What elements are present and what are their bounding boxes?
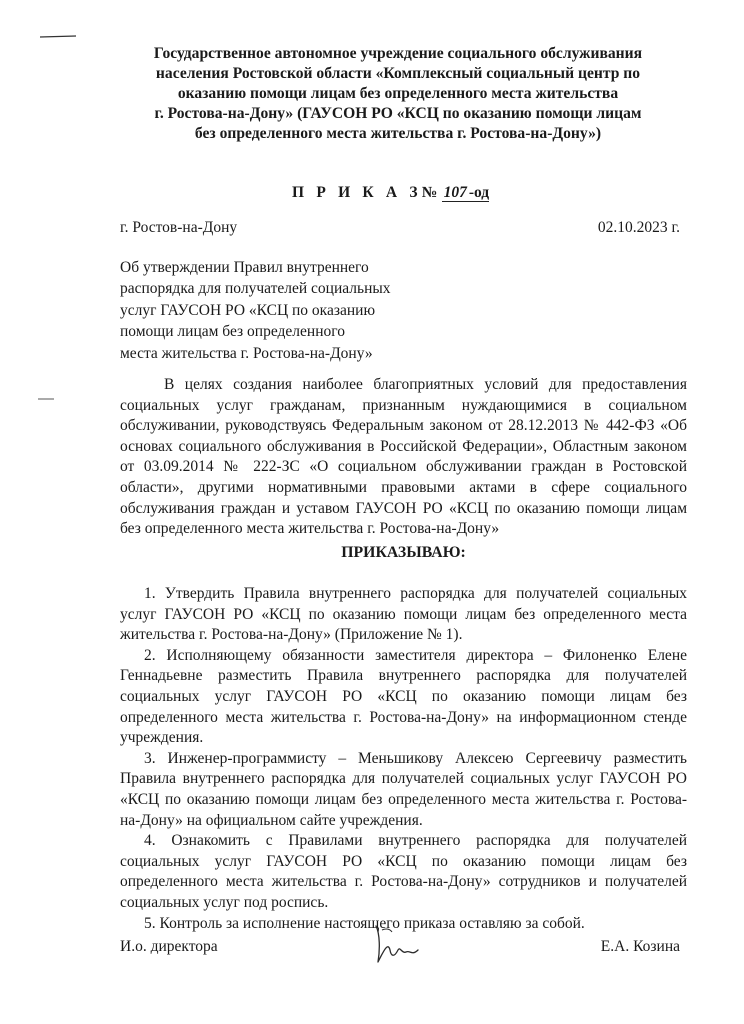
scan-mark [38,34,78,40]
scan-mark [36,396,56,402]
header-line: г. Ростова-на-Дону» (ГАУСОН РО «КСЦ по оказанию помощи лицам [154,105,642,122]
order-item: 1. Утвердить Правила внутреннего распорядка для получателей социальных услуг ГАУСОН РО «КСЦ по оказанию помощи лицам без определенного места жительства г. Ростова-на-Дону» (Приложение № 1). [120,585,687,644]
header-line: населения Ростовской области «Комплексный социальный центр по [155,65,641,82]
order-title [292,184,489,202]
order-item: 3. Инженер-программисту – Меньшикову Алексею Сергеевичу разместить Правила внутреннего распорядка для получателей социальных услуг ГАУСОН РО «КСЦ по оказанию помощи лицам без определенного места жительства г. Ростова-на-Дону» на официальном сайте учреждения. [120,749,687,829]
handwritten-signature [368,920,428,968]
header-line: без определенного места жительства г. Ростова-на-Дону») [194,125,602,142]
header-line: оказанию помощи лицам без определенного места жительства [177,85,619,102]
signatory-role: И.о. директора [120,938,218,955]
order-item: 2. Исполняющему обязанности заместителя директора – Филоненко Елене Геннадьевне разместить Правила внутреннего распорядка для получателей социальных услуг ГАУСОН РО «КСЦ по оказанию помощи лицам без определенного места жительства г. Ростова-на-Дону» на информационном стенде учреждения. [120,646,687,747]
order-number-suffix: -од [468,184,490,201]
subject-line: Об утверждении Правил внутреннего [120,259,369,276]
signatory-name: Е.А. Козина [600,938,680,955]
document-date: 02.10.2023 г. [597,219,680,236]
decree-heading: ПРИКАЗЫВАЮ: [341,544,466,561]
subject-line: места жительства г. Ростова-на-Дону» [120,344,373,362]
subject-line: распорядка для получателей социальных [120,280,391,298]
order-number: 107 [443,184,467,201]
order-subject [120,257,440,364]
subject-line: услуг ГАУСОН РО «КСЦ по оказанию [120,301,376,319]
subject-line: помощи лицам без определенного [120,323,345,341]
order-title-word: П Р И К А З [292,184,422,201]
order-items [120,584,687,934]
order-number-sign: № [421,184,442,201]
organization-header [112,44,684,144]
preamble-paragraph: В целях создания наиболее благоприятных условий для предоставления социальных услуг гражданам, признанным нуждающимися в социальном обслуживании, руководствуясь Федеральным законом от 28.12.2013 № 442-ФЗ «Об основах социального обслуживания в Российской Федерации», Областным законом от 03.09.2014 № 222-ЗС «О социальном обслуживании граждан в Ростовской области», другими нормативными правовыми актами в сфере социального обслуживания граждан и уставом ГАУСОН РО «КСЦ по оказанию помощи лицам без определенного места жительства г. Ростова-на-Дону» [120,376,687,538]
header-line: Государственное автономное учреждение социального обслуживания [153,45,643,62]
document-place: г. Ростов-на-Дону [120,219,238,236]
order-item: 4. Ознакомить с Правилами внутреннего распорядка для получателей социальных услуг ГАУСОН РО «КСЦ по оказанию помощи лицам без определенного места жительства г. Ростова-на-Дону» сотрудников и получателей социальных услуг под роспись. [120,832,687,911]
order-item: 5. Контроль за исполнение настоящего приказа оставляю за собой. [144,914,585,932]
